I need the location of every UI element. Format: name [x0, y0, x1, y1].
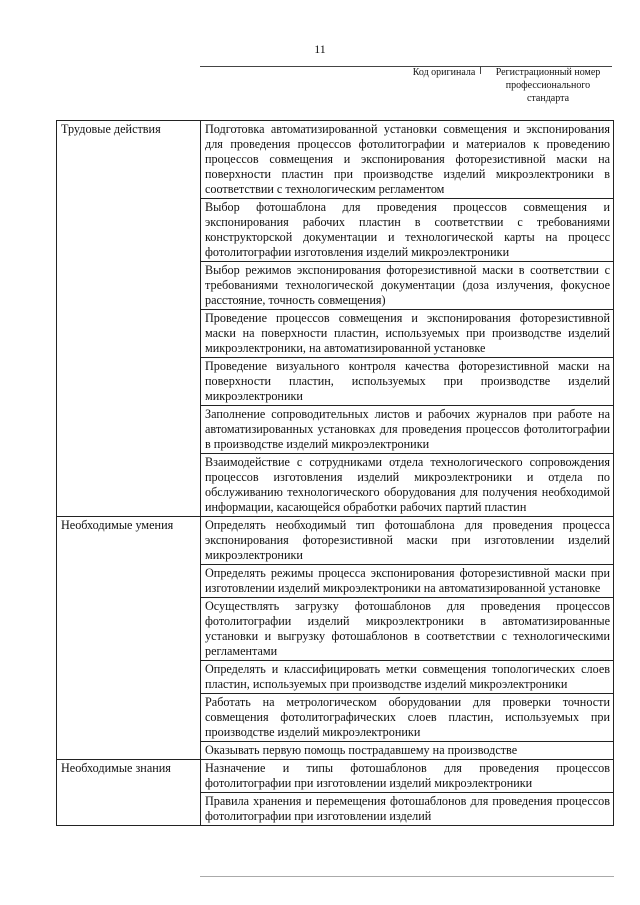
section-item: Работать на метрологическом оборудовании для проверки точности совмещения фотолитографических слоев пластин, используемых при производстве изделий микроэлектроники — [201, 694, 614, 742]
section-item: Выбор режимов экспонирования фоторезистивной маски в соответствии с требованиями технологической документации (доза излучения, фокусное расстояние, точность совмещения) — [201, 262, 614, 310]
section-item: Взаимодействие с сотрудниками отдела технологического сопровождения процессов изготовления изделий микроэлектроники и отдела по обслуживанию технологического оборудования для получения необходимой информации, касающейся обработки рабочих партий пластин — [201, 454, 614, 517]
labor-function-table — [56, 120, 614, 826]
code-original-label: Код оригинала — [412, 67, 476, 78]
section-item: Правила хранения и перемещения фотошаблонов для проведения процессов фотолитографии при изготовлении изделий — [201, 793, 614, 826]
section-item: Определять и классифицировать метки совмещения топологических слоев пластин, используемых при производстве изделий микроэлектроники — [201, 661, 614, 694]
bottom-rule — [200, 876, 614, 877]
section-item: Подготовка автоматизированной установки совмещения и экспонирования для проведения процессов фотолитографии и материалов к проведению процессов совмещения и экспонирования фоторезистивной маски на поверхности пластин при производстве изделий микроэлектроники в соответствии с технологическим регламентом — [201, 121, 614, 199]
registration-number-label: Регистрационный номер профессионального стандарта — [495, 67, 601, 104]
section-label: Необходимые знания — [57, 760, 201, 826]
section-item: Оказывать первую помощь пострадавшему на производстве — [201, 742, 614, 760]
section-item: Осуществлять загрузку фотошаблонов для проведения процессов фотолитографии изделий микроэлектроники в автоматизированные установки и выгрузку фотошаблонов в соответствии с технологическими регламентами — [201, 598, 614, 661]
table-row — [57, 760, 614, 793]
section-item: Заполнение сопроводительных листов и рабочих журналов при работе на автоматизированных установках для проведения процессов фотолитографии в производстве изделий микроэлектроники — [201, 406, 614, 454]
page-number: 11 — [314, 42, 326, 56]
section-item: Проведение визуального контроля качества фоторезистивной маски на поверхности пластин, используемых при производстве изделий микроэлектроники — [201, 358, 614, 406]
section-item: Проведение процессов совмещения и экспонирования фоторезистивной маски на поверхности пластин, используемых при производстве изделий микроэлектроники, на автоматизированной установке — [201, 310, 614, 358]
table-row — [57, 517, 614, 565]
section-item: Определять необходимый тип фотошаблона для проведения процесса экспонирования фоторезистивной маски при изготовлении изделий микроэлектроники — [201, 517, 614, 565]
table-row — [57, 121, 614, 199]
section-item: Определять режимы процесса экспонирования фоторезистивной маски при изготовлении изделий микроэлектроники на автоматизированной установке — [201, 565, 614, 598]
section-item: Назначение и типы фотошаблонов для проведения процессов фотолитографии при изготовлении изделий микроэлектроники — [201, 760, 614, 793]
section-label: Необходимые умения — [57, 517, 201, 760]
table-body — [57, 121, 614, 826]
header-separator — [480, 66, 481, 74]
section-item: Выбор фотошаблона для проведения процессов совмещения и экспонирования рабочих пластин в соответствии с требованиями конструкторской документации и технологической карты на процесс фотолитографии изготовления изделий микроэлектроники — [201, 199, 614, 262]
section-label: Трудовые действия — [57, 121, 201, 517]
